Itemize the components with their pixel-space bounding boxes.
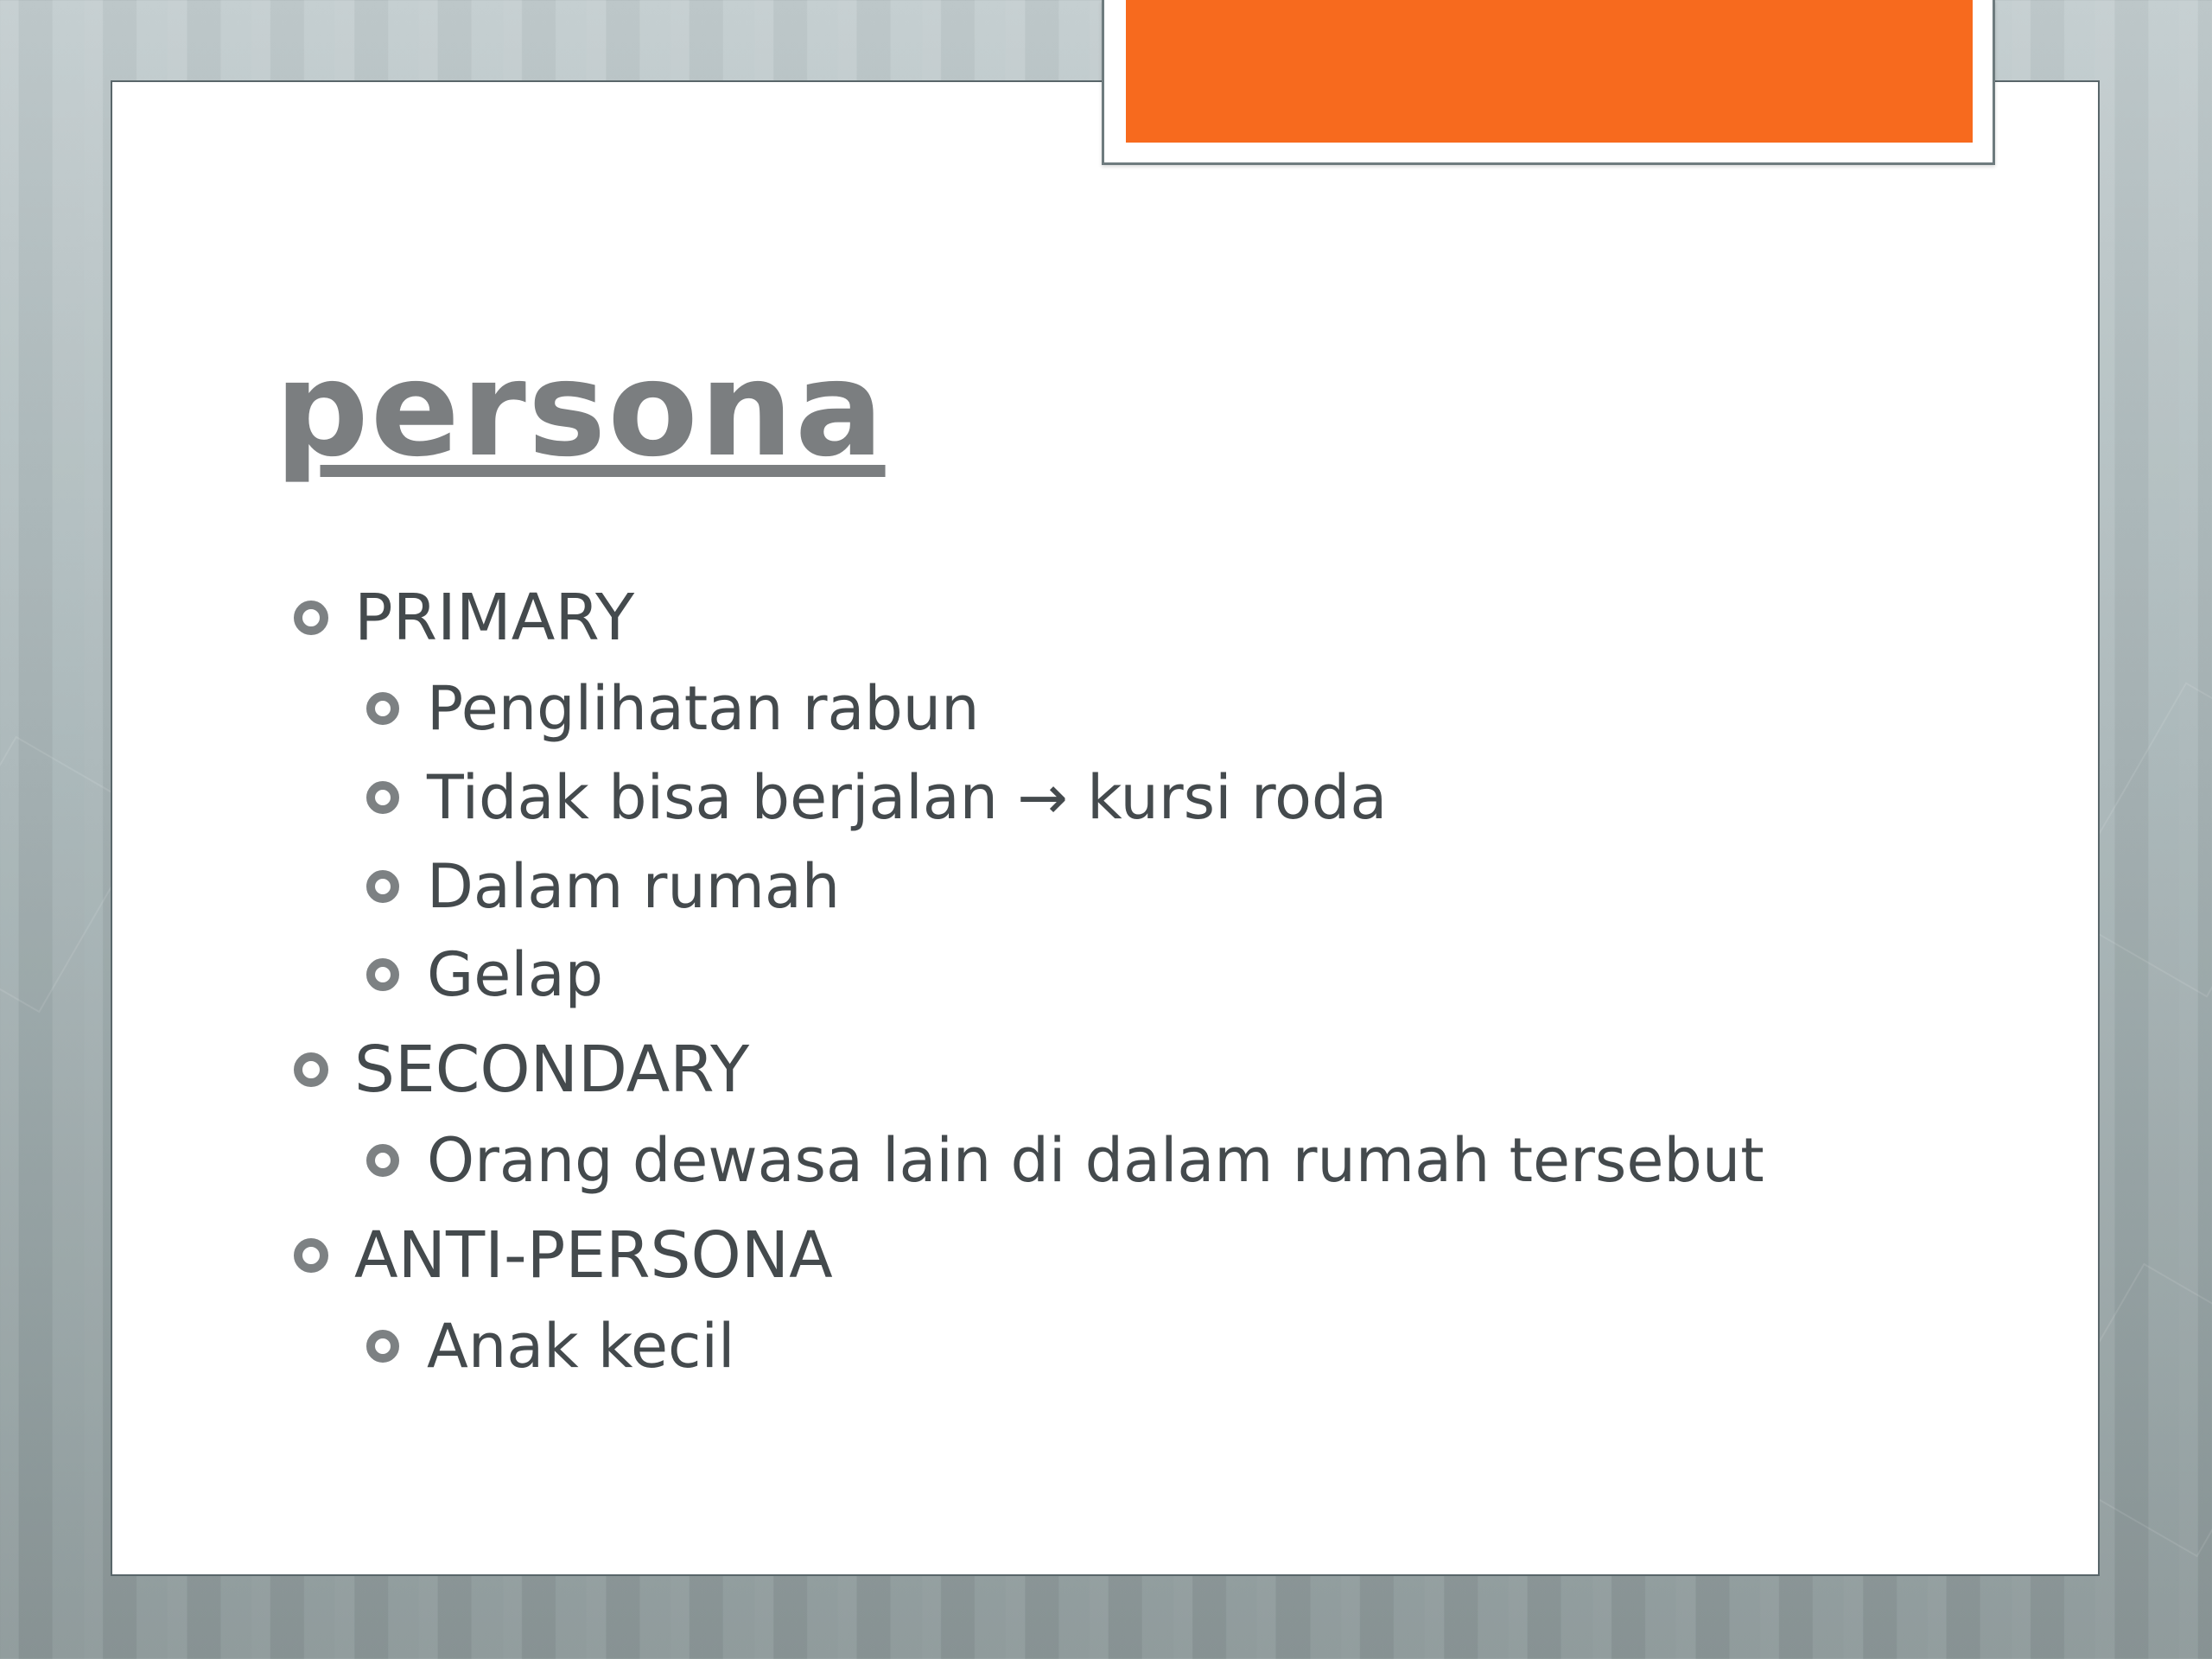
sub-bullet-item [0, 1309, 734, 1383]
bullet-text: Gelap [427, 939, 604, 1010]
bullet-text: Dalam rumah [427, 851, 841, 922]
bullet-circle-icon [366, 1144, 399, 1177]
bullet-text: Anak kecil [427, 1311, 735, 1382]
slide-title: persona [275, 333, 886, 486]
bullet-item [0, 579, 634, 657]
bullet-circle-icon [294, 1052, 328, 1087]
bullet-circle-icon [366, 870, 399, 903]
bullet-circle-icon [366, 781, 399, 814]
bullet-text: SECONDARY [354, 1033, 750, 1107]
bullet-text: PRIMARY [354, 581, 635, 655]
bullet-text: Tidak bisa berjalan → kursi roda [427, 762, 1388, 833]
bullet-item [0, 1031, 749, 1109]
sub-bullet-item [0, 671, 980, 746]
sub-bullet-item [0, 938, 603, 1012]
bullet-circle-icon [366, 958, 399, 991]
bullet-text: Orang dewasa lain di dalam rumah tersebut [427, 1125, 1764, 1196]
title-accent-bar [1126, 0, 1973, 143]
title-accent-frame [1102, 0, 1995, 165]
bullet-text: ANTI-PERSONA [354, 1218, 833, 1293]
sub-bullet-item [0, 1123, 1764, 1198]
bullet-circle-icon [366, 1330, 399, 1363]
bullet-circle-icon [366, 692, 399, 725]
sub-bullet-item [0, 760, 1387, 835]
bullet-item [0, 1217, 833, 1294]
sub-bullet-item [0, 849, 840, 924]
bullet-circle-icon [294, 1238, 328, 1273]
bullet-text: Penglihatan rabun [427, 673, 980, 744]
bullet-circle-icon [294, 601, 328, 635]
